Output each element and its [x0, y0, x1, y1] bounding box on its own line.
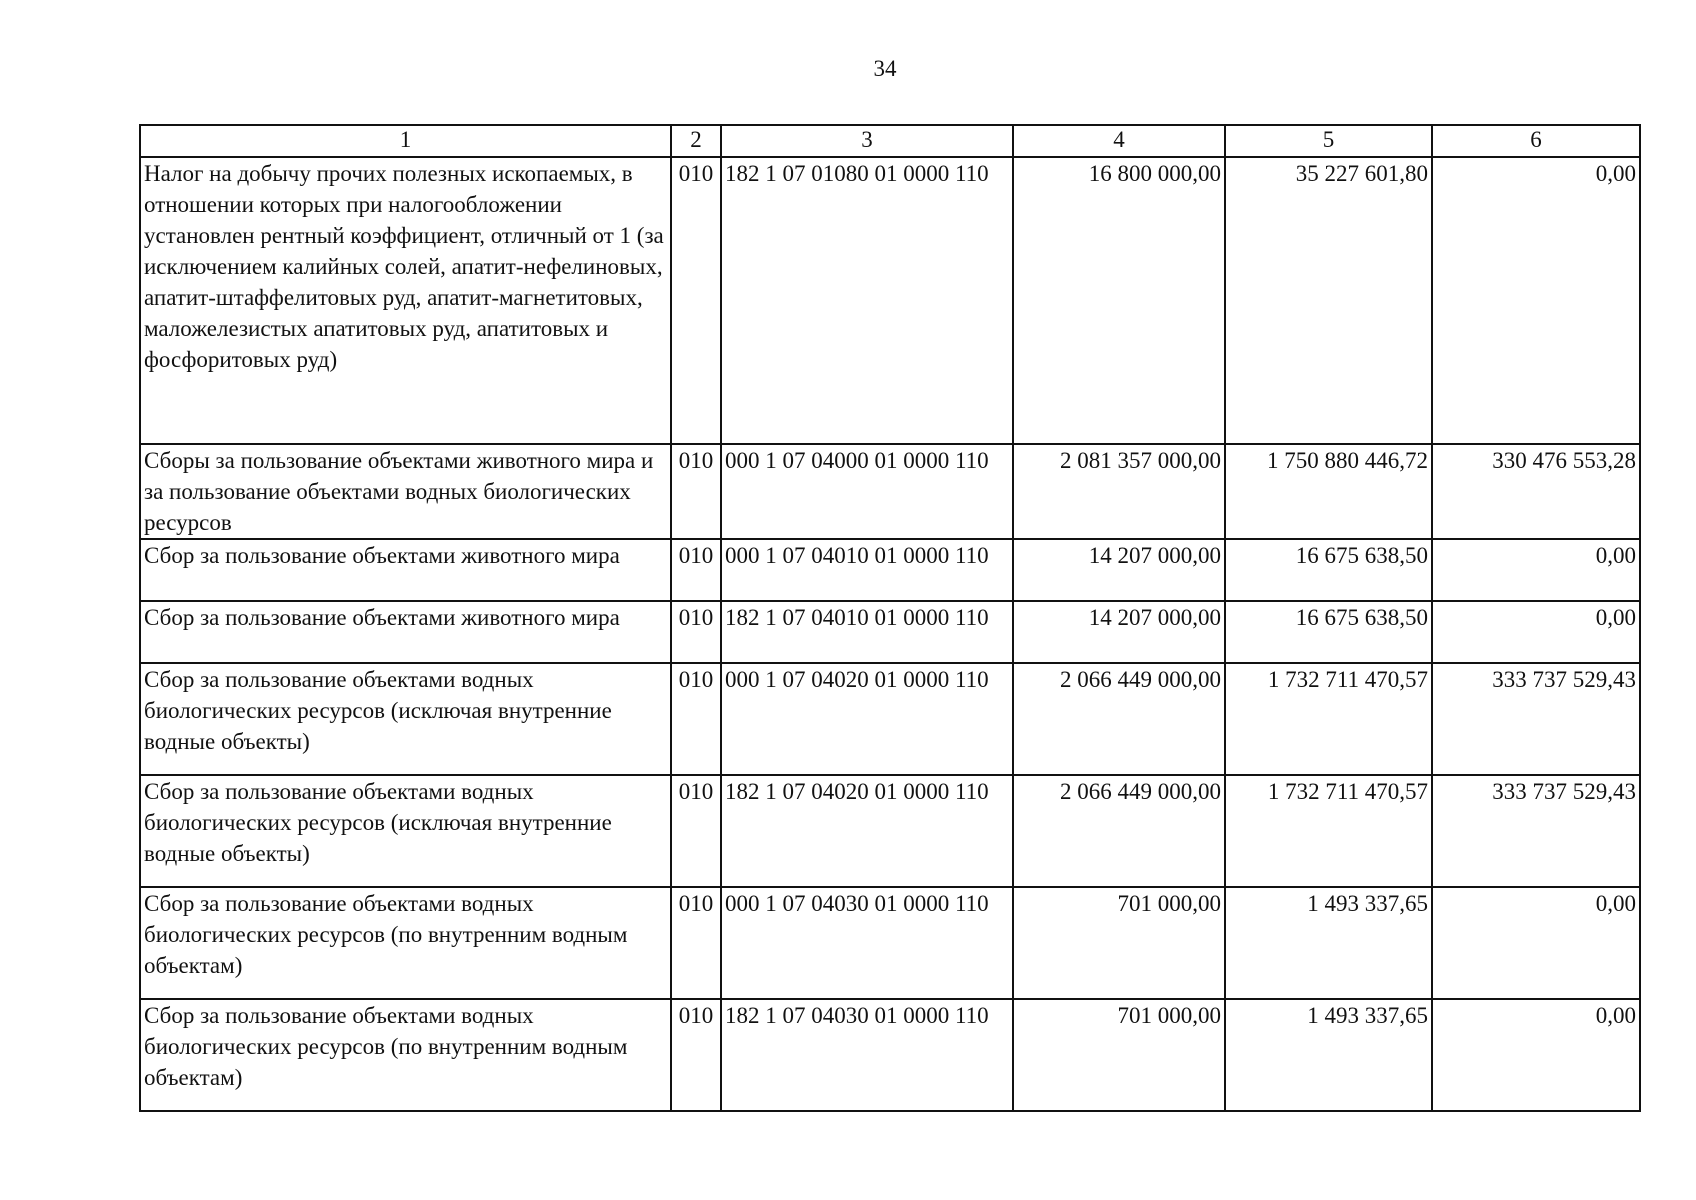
row-line-code: 010 — [671, 601, 721, 663]
row-value-col6: 0,00 — [1432, 887, 1640, 999]
row-value-col5: 1 493 337,65 — [1225, 887, 1432, 999]
row-name: Сборы за пользование объектами животного мира и за пользование объектами водных биологических ресурсов — [140, 444, 671, 539]
row-value-col5: 1 732 711 470,57 — [1225, 775, 1432, 887]
row-classification-code: 182 1 07 01080 01 0000 110 — [721, 157, 1013, 444]
table-row — [140, 601, 1640, 663]
revenue-table — [139, 124, 1641, 1112]
row-value-col5: 16 675 638,50 — [1225, 539, 1432, 601]
row-name: Сбор за пользование объектами водных биологических ресурсов (исключая внутренние водные объекты) — [140, 663, 671, 775]
row-value-col6: 333 737 529,43 — [1432, 775, 1640, 887]
row-classification-code: 182 1 07 04030 01 0000 110 — [721, 999, 1013, 1111]
row-line-code: 010 — [671, 539, 721, 601]
row-line-code: 010 — [671, 444, 721, 539]
row-line-code: 010 — [671, 999, 721, 1111]
row-value-col5: 16 675 638,50 — [1225, 601, 1432, 663]
row-classification-code: 182 1 07 04010 01 0000 110 — [721, 601, 1013, 663]
row-name: Налог на добычу прочих полезных ископаемых, в отношении которых при налогообложении установлен рентный коэффициент, отличный от 1 (за исключением калийных солей, апатит-нефелиновых, апатит-штаффелитовых руд, апатит-магнетитовых, маложелезистых апатитовых руд, апатитовых и фосфоритовых руд) — [140, 157, 671, 444]
row-line-code: 010 — [671, 775, 721, 887]
table-row — [140, 887, 1640, 999]
table-row — [140, 539, 1640, 601]
table-row — [140, 444, 1640, 539]
column-header-2: 2 — [671, 125, 721, 157]
row-classification-code: 000 1 07 04000 01 0000 110 — [721, 444, 1013, 539]
row-value-col6: 330 476 553,28 — [1432, 444, 1640, 539]
row-value-col4: 16 800 000,00 — [1013, 157, 1225, 444]
row-value-col4: 701 000,00 — [1013, 999, 1225, 1111]
row-value-col6: 0,00 — [1432, 157, 1640, 444]
row-classification-code: 000 1 07 04020 01 0000 110 — [721, 663, 1013, 775]
column-header-4: 4 — [1013, 125, 1225, 157]
row-line-code: 010 — [671, 157, 721, 444]
page-number: 34 — [873, 56, 897, 81]
row-value-col5: 35 227 601,80 — [1225, 157, 1432, 444]
row-value-col4: 14 207 000,00 — [1013, 601, 1225, 663]
column-header-5: 5 — [1225, 125, 1432, 157]
row-value-col4: 14 207 000,00 — [1013, 539, 1225, 601]
row-name: Сбор за пользование объектами водных биологических ресурсов (по внутренним водным объектам) — [140, 999, 671, 1111]
row-name: Сбор за пользование объектами водных биологических ресурсов (по внутренним водным объектам) — [140, 887, 671, 999]
column-header-1: 1 — [140, 125, 671, 157]
row-name: Сбор за пользование объектами животного мира — [140, 539, 671, 601]
row-classification-code: 000 1 07 04010 01 0000 110 — [721, 539, 1013, 601]
row-value-col4: 2 066 449 000,00 — [1013, 775, 1225, 887]
row-name: Сбор за пользование объектами водных биологических ресурсов (исключая внутренние водные объекты) — [140, 775, 671, 887]
row-classification-code: 182 1 07 04020 01 0000 110 — [721, 775, 1013, 887]
table-row — [140, 157, 1640, 444]
row-line-code: 010 — [671, 663, 721, 775]
row-value-col6: 0,00 — [1432, 539, 1640, 601]
row-line-code: 010 — [671, 887, 721, 999]
row-value-col5: 1 750 880 446,72 — [1225, 444, 1432, 539]
column-header-3: 3 — [721, 125, 1013, 157]
row-name: Сбор за пользование объектами животного мира — [140, 601, 671, 663]
row-value-col5: 1 732 711 470,57 — [1225, 663, 1432, 775]
table-row — [140, 663, 1640, 775]
column-number-row — [140, 125, 1640, 157]
row-classification-code: 000 1 07 04030 01 0000 110 — [721, 887, 1013, 999]
row-value-col4: 2 081 357 000,00 — [1013, 444, 1225, 539]
row-value-col6: 333 737 529,43 — [1432, 663, 1640, 775]
row-value-col4: 2 066 449 000,00 — [1013, 663, 1225, 775]
table-row — [140, 999, 1640, 1111]
row-value-col4: 701 000,00 — [1013, 887, 1225, 999]
column-header-6: 6 — [1432, 125, 1640, 157]
table-row — [140, 775, 1640, 887]
row-value-col6: 0,00 — [1432, 601, 1640, 663]
row-value-col6: 0,00 — [1432, 999, 1640, 1111]
row-value-col5: 1 493 337,65 — [1225, 999, 1432, 1111]
